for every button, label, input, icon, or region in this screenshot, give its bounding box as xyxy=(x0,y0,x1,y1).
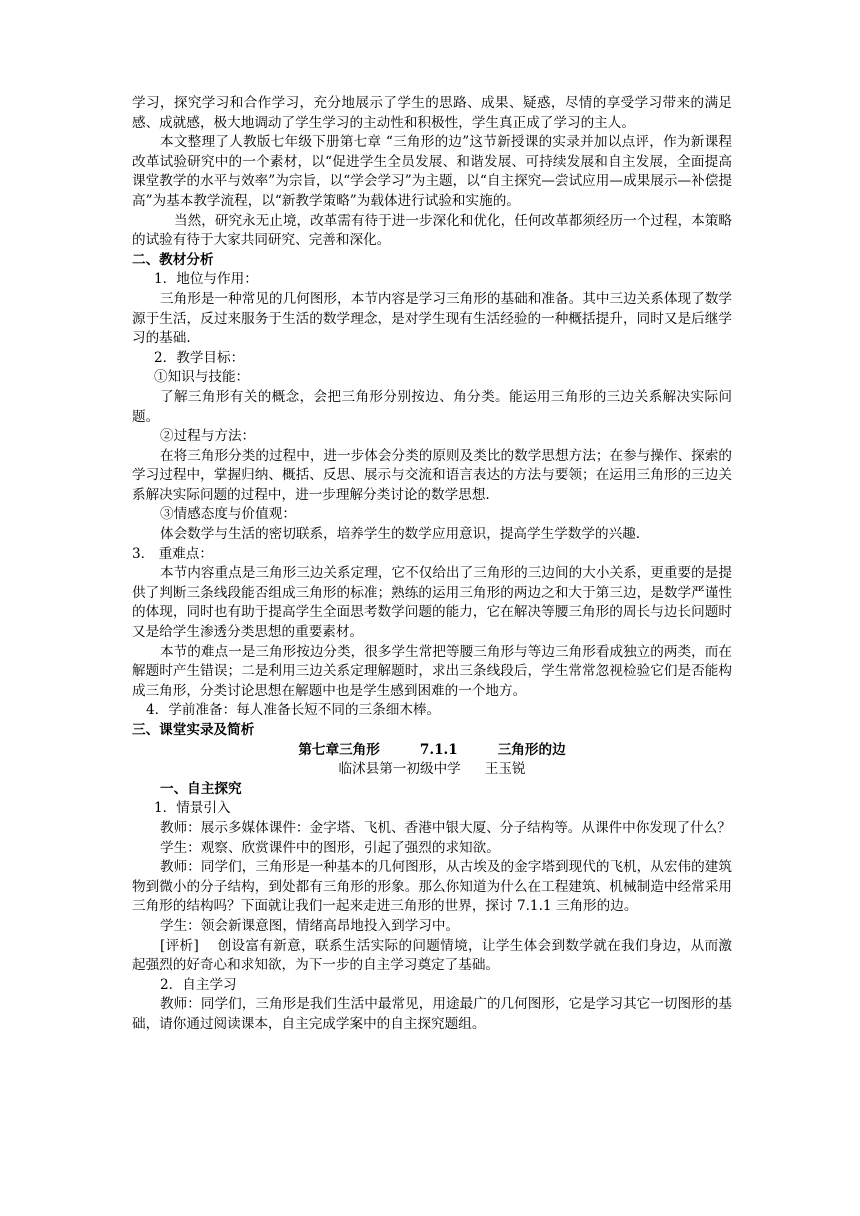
key-points-text: 本节内容重点是三角形三边关系定理，它不仅给出了三角形的三边间的大小关系，更重要的是提供了判断三条线段能否组成三角形的标准；熟练的运用三角形的两边之和大于第三边，是数学严谨性的体现，同时也有助于提高学生全面思考数学问题的能力，它在解决等腰三角形的周长与边长问题时又是给学生渗透分类思想的重要素材。 xyxy=(132,565,732,641)
section-heading-classroom-record: 三、课堂实录及简析 xyxy=(132,722,255,738)
author-name: 王玉锐 xyxy=(484,761,526,778)
intro-paragraph-continuation: 学习，探究学习和合作学习，充分地展示了学生的思路、成果、疑惑，尽情的享受学习带来的满足感、成就感，极大地调动了学生学习的主动性和积极性，学生真正成了学习的主人。 xyxy=(132,95,732,131)
step-self-study: 2．自主学习 xyxy=(160,976,237,993)
goal-process-text: 在将三角形分类的过程中，进一步体会分类的原则及类比的数学思想方法；在参与操作、探索的学习过程中，掌握归纳、概括、反思、展示与交流和语言表达的方法与要领；在运用三角形的三边关系解决实际问题的过程中，进一步理解分类讨论的数学思想. xyxy=(132,447,732,503)
goal-process-label: ②过程与方法： xyxy=(160,428,256,445)
goal-attitude-text: 体会数学与生活的密切联系，培养学生的数学应用意识，提高学生学数学的兴趣. xyxy=(160,526,641,543)
student-line-2: 学生：领会新课意图，情绪高昂地投入到学习中。 xyxy=(160,917,460,934)
item-key-points-label: 3． 重难点： xyxy=(132,545,213,562)
difficult-points-text: 本节的难点一是三角形按边分类，很多学生常把等腰三角形与等边三角形看成独立的两类，而在解题时产生错误；二是利用三边关系定理解题时，求出三条线段后，学生常常忽视检验它们是否能构成三角形，分类讨论思想在解题中也是学生感到困难的一个地方。 xyxy=(132,643,732,699)
teacher-line-2: 教师：同学们，三角形是一种基本的几何图形，从古埃及的金字塔到现代的飞机，从宏伟的建筑物到微小的分子结构，到处都有三角形的形象。那么你知道为什么在工程建筑、机械制造中经常采用三角形的结构吗？下面就让我们一起来走进三角形的世界，探讨 7.1.1 三角形的边。 xyxy=(132,859,732,915)
goal-attitude-label: ③情感态度与价值观： xyxy=(160,506,296,523)
teacher-line-3: 教师：同学们，三角形是我们生活中最常见，用途最广的几何图形，它是学习其它一切图形的基础，请你通过阅读课本，自主完成学案中的自主探究题组。 xyxy=(132,996,732,1032)
item-position-text: 三角形是一种常见的几何图形，本节内容是学习三角形的基础和准备。其中三边关系体现了数学源于生活，反过来服务于生活的数学理念，是对学生现有生活经验的一种概括提升，同时又是后继学习的基础. xyxy=(132,290,732,347)
item-position-label: 1．地位与作用： xyxy=(154,271,258,288)
commentary: [评析] 创设富有新意，联系生活实际的问题情境，让学生体会到数学就在我们身边，从而激起强烈的好奇心和求知欲，为下一步的自主学习奠定了基础。 xyxy=(132,937,732,974)
lesson-byline xyxy=(132,760,732,780)
goal-knowledge-text: 了解三角形有关的概念，会把三角形分别按边、角分类。能运用三角形的三边关系解决实际问题。 xyxy=(132,388,732,425)
step-scenario-intro: 1．情景引入 xyxy=(154,800,231,817)
document-page xyxy=(132,94,732,1035)
item-goals-label: 2．教学目标： xyxy=(154,349,245,366)
item-preparation: 4．学前准备：每人准备长短不同的三条细木棒。 xyxy=(146,702,441,719)
goal-knowledge-label: ①知识与技能： xyxy=(154,369,250,386)
lesson-title-name: 三角形的边 xyxy=(497,741,566,758)
intro-paragraph-purpose: 本文整理了人教版七年级下册第七章 “三角形的边”这节新授课的实录并加以点评，作为新课程改革试验研究中的一个素材，以“促进学生全员发展、和谐发展、可持续发展和自主发展，全面提高课堂教学的水平与效率”为宗旨，以“学会学习”为主题，以“自主探究—尝试应用—成果展示—补偿提高”为基本教学流程，以“新教学策略”为载体进行试验和实施的。 xyxy=(132,134,732,209)
student-line-1: 学生：观察、欣赏课件中的图形，引起了强烈的求知欲。 xyxy=(160,839,500,856)
subheading-self-exploration: 一、自主探究 xyxy=(160,780,242,797)
intro-paragraph-conclusion: 当然，研究永无止境，改革需有待于进一步深化和优化，任何改革都须经历一个过程，本策略的试验有待于大家共同研究、完善和深化。 xyxy=(132,212,732,249)
lesson-title-number: 7.1.1 xyxy=(419,741,458,758)
lesson-title xyxy=(132,741,732,761)
school-name: 临沭县第一初级中学 xyxy=(338,761,461,778)
lesson-title-chapter: 第七章三角形 xyxy=(298,741,380,758)
teacher-line-1: 教师：展示多媒体课件：金字塔、飞机、香港中银大厦、分子结构等。从课件中你发现了什么？ xyxy=(160,819,731,836)
section-heading-material-analysis: 二、教材分析 xyxy=(132,251,214,268)
